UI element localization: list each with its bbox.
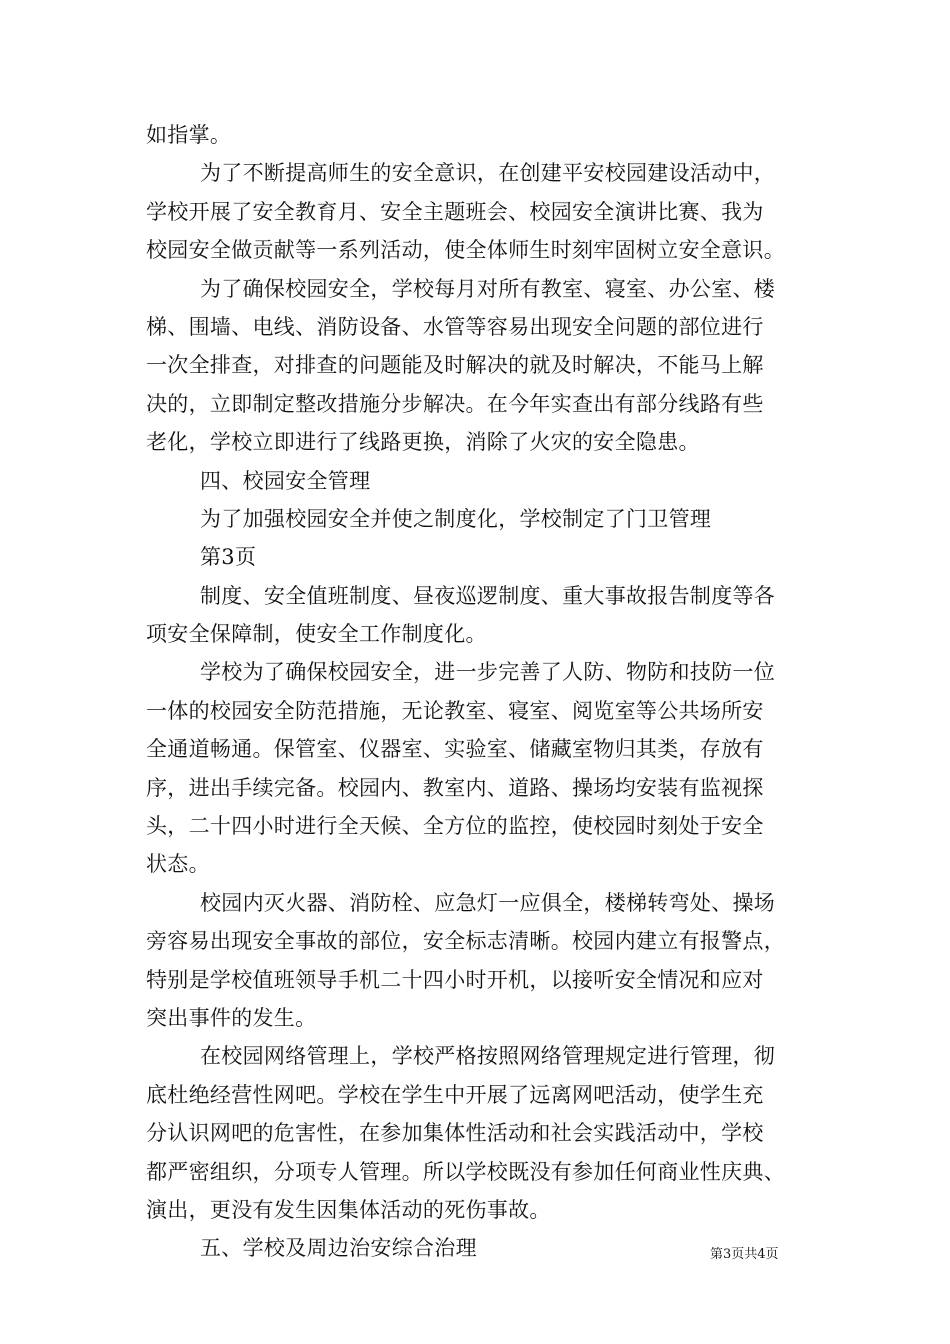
text-line: 决的，立即制定整改措施分步解决。在今年实查出有部分线路有些 <box>146 391 764 416</box>
text-line: 序，进出手续完备。校园内、教室内、道路、操场均安装有监视探 <box>146 775 764 800</box>
text-line: 全通道畅通。保管室、仪器室、实验室、储藏室物归其类，存放有 <box>146 737 764 762</box>
text-line: 制度、安全值班制度、昼夜巡逻制度、重大事故报告制度等各 <box>200 583 776 608</box>
text-line: 旁容易出现安全事故的部位，安全标志清晰。校园内建立有报警点， <box>146 929 785 954</box>
text-line: 如指掌。 <box>146 123 232 147</box>
text-line: 学校开展了安全教育月、安全主题班会、校园安全演讲比赛、我为 <box>146 199 764 224</box>
text-line: 都严密组织，分项专人管理。所以学校既没有参加任何商业性庆典、 <box>146 1159 785 1184</box>
text-line: 五、学校及周边治安综合治理 <box>200 1236 477 1261</box>
text-line: 四、校园安全管理 <box>200 468 371 493</box>
text-line: 梯、围墙、电线、消防设备、水管等容易出现安全问题的部位进行 <box>146 314 764 339</box>
text-line: 学校为了确保校园安全，进一步完善了人防、物防和技防一位 <box>200 660 776 685</box>
text-line: 校园安全做贡献等一系列活动，使全体师生时刻牢固树立安全意识。 <box>146 238 785 263</box>
text-line: 底杜绝经营性网吧。学校在学生中开展了远离网吧活动，使学生充 <box>146 1082 764 1107</box>
text-line: 分认识网吧的危害性，在参加集体性活动和社会实践活动中，学校 <box>146 1121 764 1146</box>
text-line: 项安全保障制，使安全工作制度化。 <box>146 622 487 647</box>
text-line: 为了加强校园安全并使之制度化，学校制定了门卫管理 <box>200 506 712 531</box>
text-line: 头，二十四小时进行全天候、全方位的监控，使校园时刻处于安全 <box>146 814 764 839</box>
text-line: 为了确保校园安全，学校每月对所有教室、寝室、办公室、楼 <box>200 276 776 301</box>
text-line: 一次全排查，对排查的问题能及时解决的就及时解决，不能马上解 <box>146 353 764 378</box>
document-body <box>146 116 814 1268</box>
text-line: 老化，学校立即进行了线路更换，消除了火灾的安全隐患。 <box>146 430 700 455</box>
text-line: 特别是学校值班领导手机二十四小时开机，以接听安全情况和应对 <box>146 967 764 992</box>
text-line: 一体的校园安全防范措施，无论教室、寝室、阅览室等公共场所安 <box>146 698 764 723</box>
text-line: 为了不断提高师生的安全意识，在创建平安校园建设活动中， <box>200 161 776 186</box>
text-line: 状态。 <box>146 852 210 877</box>
text-line: 第3页 <box>200 545 257 570</box>
text-line: 演出，更没有发生因集体活动的死伤事故。 <box>146 1197 551 1222</box>
text-line: 在校园网络管理上，学校严格按照网络管理规定进行管理，彻 <box>200 1044 776 1069</box>
text-line: 校园内灭火器、消防栓、应急灯一应俱全，楼梯转弯处、操场 <box>200 890 776 915</box>
page-footer-indicator: 第3页共4页 <box>710 1247 779 1262</box>
text-line: 突出事件的发生。 <box>146 1005 317 1030</box>
